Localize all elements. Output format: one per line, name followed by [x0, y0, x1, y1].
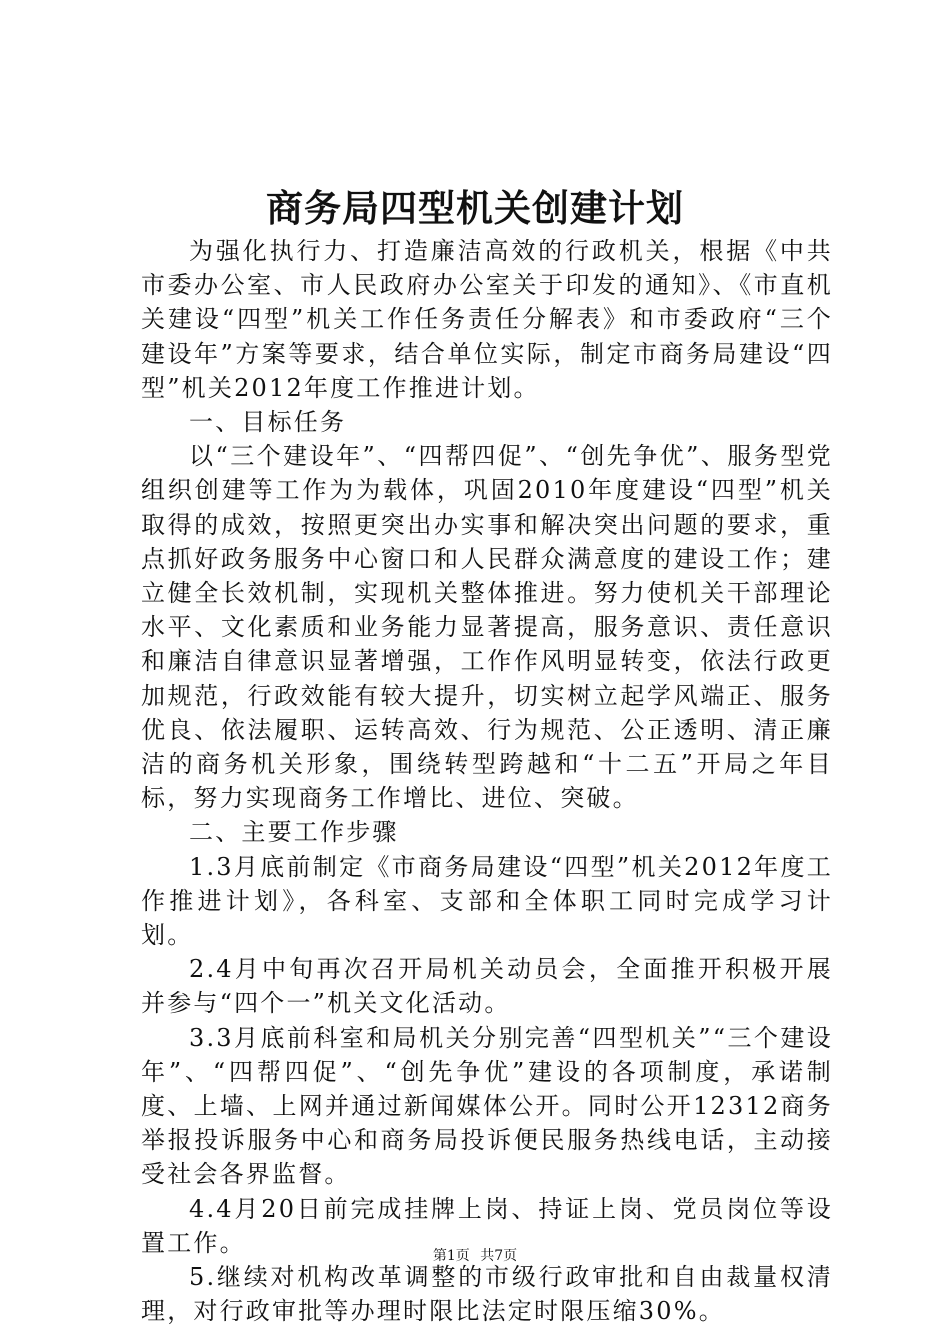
step-item-2: 2.4月中旬再次召开局机关动员会，全面推开积极开展并参与“四个一”机关文化活动。: [141, 955, 833, 1018]
document-title: 商务局四型机关创建计划: [266, 186, 684, 230]
section-heading-goals: 一、目标任务: [189, 408, 347, 437]
page-number: 第1页: [432, 1248, 470, 1264]
section-heading-steps: 二、主要工作步骤: [189, 818, 399, 847]
page-total: 共7页: [480, 1248, 518, 1264]
step-item-4: 4.4月20日前完成挂牌上岗、持证上岗、党员岗位等设置工作。: [141, 1194, 833, 1257]
intro-paragraph: 为强化执行力、打造廉洁高效的行政机关，根据《中共市委办公室、市人民政府办公室关于印发的通知》、《市直机关建设“四型”机关工作任务责任分解表》和市委政府“三个建设年”方案等要求，结合单位实际，制定市商务局建设“四型”机关2012年度工作推进计划。: [141, 237, 833, 402]
step-item-1: 1.3月底前制定《市商务局建设“四型”机关2012年度工作推进计划》，各科室、支部和全体职工同时完成学习计划。: [141, 852, 833, 950]
step-item-3: 3.3月底前科室和局机关分别完善“四型机关”“三个建设年”、“四帮四促”、“创先争优”建设的各项制度，承诺制度、上墙、上网并通过新闻媒体公开。同时公开12312商务举报投诉服务中心和商务局投诉便民服务热线电话，主动接受社会各界监督。: [141, 1023, 833, 1189]
page-footer: [0, 1246, 950, 1266]
document-body: [141, 234, 833, 1329]
goals-paragraph: 以“三个建设年”、“四帮四促”、“创先争优”、服务型党组织创建等工作为为载体，巩固2010年度建设“四型”机关取得的成效，按照更突出办实事和解决突出问题的要求，重点抓好政务服务中心窗口和人民群众满意度的建设工作；建立健全长效机制，实现机关整体推进。努力使机关干部理论水平、文化素质和业务能力显著提高，服务意识、责任意识和廉洁自律意识显著增强，工作作风明显转变，依法行政更加规范，行政效能有较大提升，切实树立起学风端正、服务优良、依法履职、运转高效、行为规范、公正透明、清正廉洁的商务机关形象，围绕转型跨越和“十二五”开局之年目标，努力实现商务工作增比、进位、突破。: [141, 442, 833, 813]
step-item-5: 5.继续对机构改革调整的市级行政审批和自由裁量权清理，对行政审批等办理时限比法定时限压缩30%。: [141, 1263, 833, 1326]
